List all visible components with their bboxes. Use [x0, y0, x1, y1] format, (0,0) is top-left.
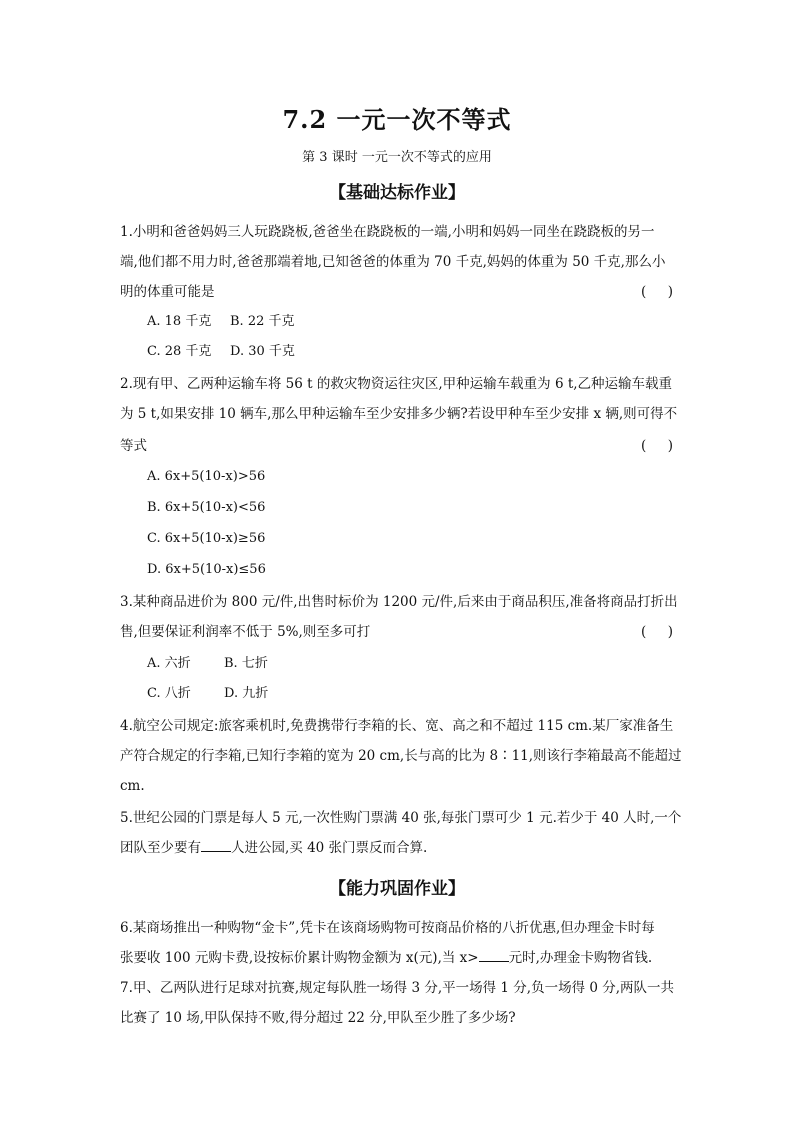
q5-text-after-blank: 人进公园,买 40 张门票反而合算.: [231, 840, 428, 856]
q3-text-line-2: 售,但要保证利润率不低于 5%,则至多可打: [120, 624, 371, 640]
q1-option-b: B. 22 千克: [230, 314, 295, 329]
q1-text-line-2: 端,他们都不用力时,爸爸那端着地,已知爸爸的体重为 70 千克,妈妈的体重为 50 千克,那么小: [120, 254, 666, 270]
q1-option-a: A. 18 千克: [147, 314, 212, 329]
q4-text-line-1: 4.航空公司规定:旅客乘机时,免费携带行李箱的长、宽、高之和不超过 115 cm.某厂家准备生: [120, 718, 674, 734]
q3-option-a: A. 六折: [147, 656, 191, 671]
q4-text-line-3: cm.: [120, 778, 145, 794]
q6-text-line-1: 6.某商场推出一种购物“金卡”,凭卡在该商场购物可按商品价格的八折优惠,但办理金卡时每: [120, 920, 655, 936]
q3-text-line-1: 3.某种商品进价为 800 元/件,出售时标价为 1200 元/件,后来由于商品积压,准备将商品打折出: [120, 594, 678, 610]
q2-option-b: B. 6x+5(10-x)<56: [147, 500, 266, 515]
q1-option-d: D. 30 千克: [230, 344, 295, 359]
q5-text-line-2: [120, 838, 676, 858]
q2-option-a: A. 6x+5(10-x)>56: [147, 469, 266, 484]
q2-answer-paren: ( ): [641, 438, 673, 454]
q2-option-d: D. 6x+5(10-x)≤56: [147, 562, 266, 577]
q3-option-c: C. 八折: [147, 686, 191, 701]
q2-text-line-1: 2.现有甲、乙两种运输车将 56 t 的救灾物资运往灾区,甲种运输车载重为 6 t,乙种运输车载重: [120, 376, 673, 392]
q6-answer-blank: [479, 949, 509, 962]
q3-option-b: B. 七折: [224, 656, 268, 671]
q5-answer-blank: [201, 839, 231, 852]
page-subtitle: 第 3 课时 一元一次不等式的应用: [302, 150, 492, 165]
q5-text-before-blank: 团队至少要有: [120, 840, 201, 856]
section-heading-basic: 【基础达标作业】: [329, 183, 465, 203]
q7-text-line-1: 7.甲、乙两队进行足球对抗赛,规定每队胜一场得 3 分,平一场得 1 分,负一场得 0 分,两队一共: [120, 980, 675, 996]
q6-text-after-blank: 元时,办理金卡购物省钱.: [508, 950, 653, 966]
q1-answer-paren: ( ): [641, 284, 673, 300]
q3-answer-paren: ( ): [641, 624, 673, 640]
q6-text-before-blank: 张要收 100 元购卡费,设按标价累计购物金额为 x(元),当 x>: [120, 950, 479, 966]
q2-option-c: C. 6x+5(10-x)≥56: [147, 531, 266, 546]
page-title: 7.2 一元一次不等式: [282, 105, 512, 134]
section-heading-ability: 【能力巩固作业】: [329, 879, 465, 899]
q2-text-line-2: 为 5 t,如果安排 10 辆车,那么甲种运输车至少安排多少辆?若设甲种车至少安排 x 辆,则可得不: [120, 406, 678, 422]
q4-text-line-2: 产符合规定的行李箱,已知行李箱的宽为 20 cm,长与高的比为 8∶11,则该行李箱最高不能超过: [120, 748, 682, 764]
q6-text-line-2: [120, 948, 676, 968]
q3-option-d: D. 九折: [224, 686, 269, 701]
q1-text-line-3: 明的体重可能是: [120, 284, 215, 300]
q1-option-c: C. 28 千克: [147, 344, 212, 359]
q1-text-line-1: 1.小明和爸爸妈妈三人玩跷跷板,爸爸坐在跷跷板的一端,小明和妈妈一同坐在跷跷板的另一: [120, 224, 655, 240]
q7-text-line-2: 比赛了 10 场,甲队保持不败,得分超过 22 分,甲队至少胜了多少场?: [120, 1010, 516, 1026]
q2-text-line-3: 等式: [120, 438, 147, 454]
q5-text-line-1: 5.世纪公园的门票是每人 5 元,一次性购门票满 40 张,每张门票可少 1 元.若少于 40 人时,一个: [120, 810, 682, 826]
